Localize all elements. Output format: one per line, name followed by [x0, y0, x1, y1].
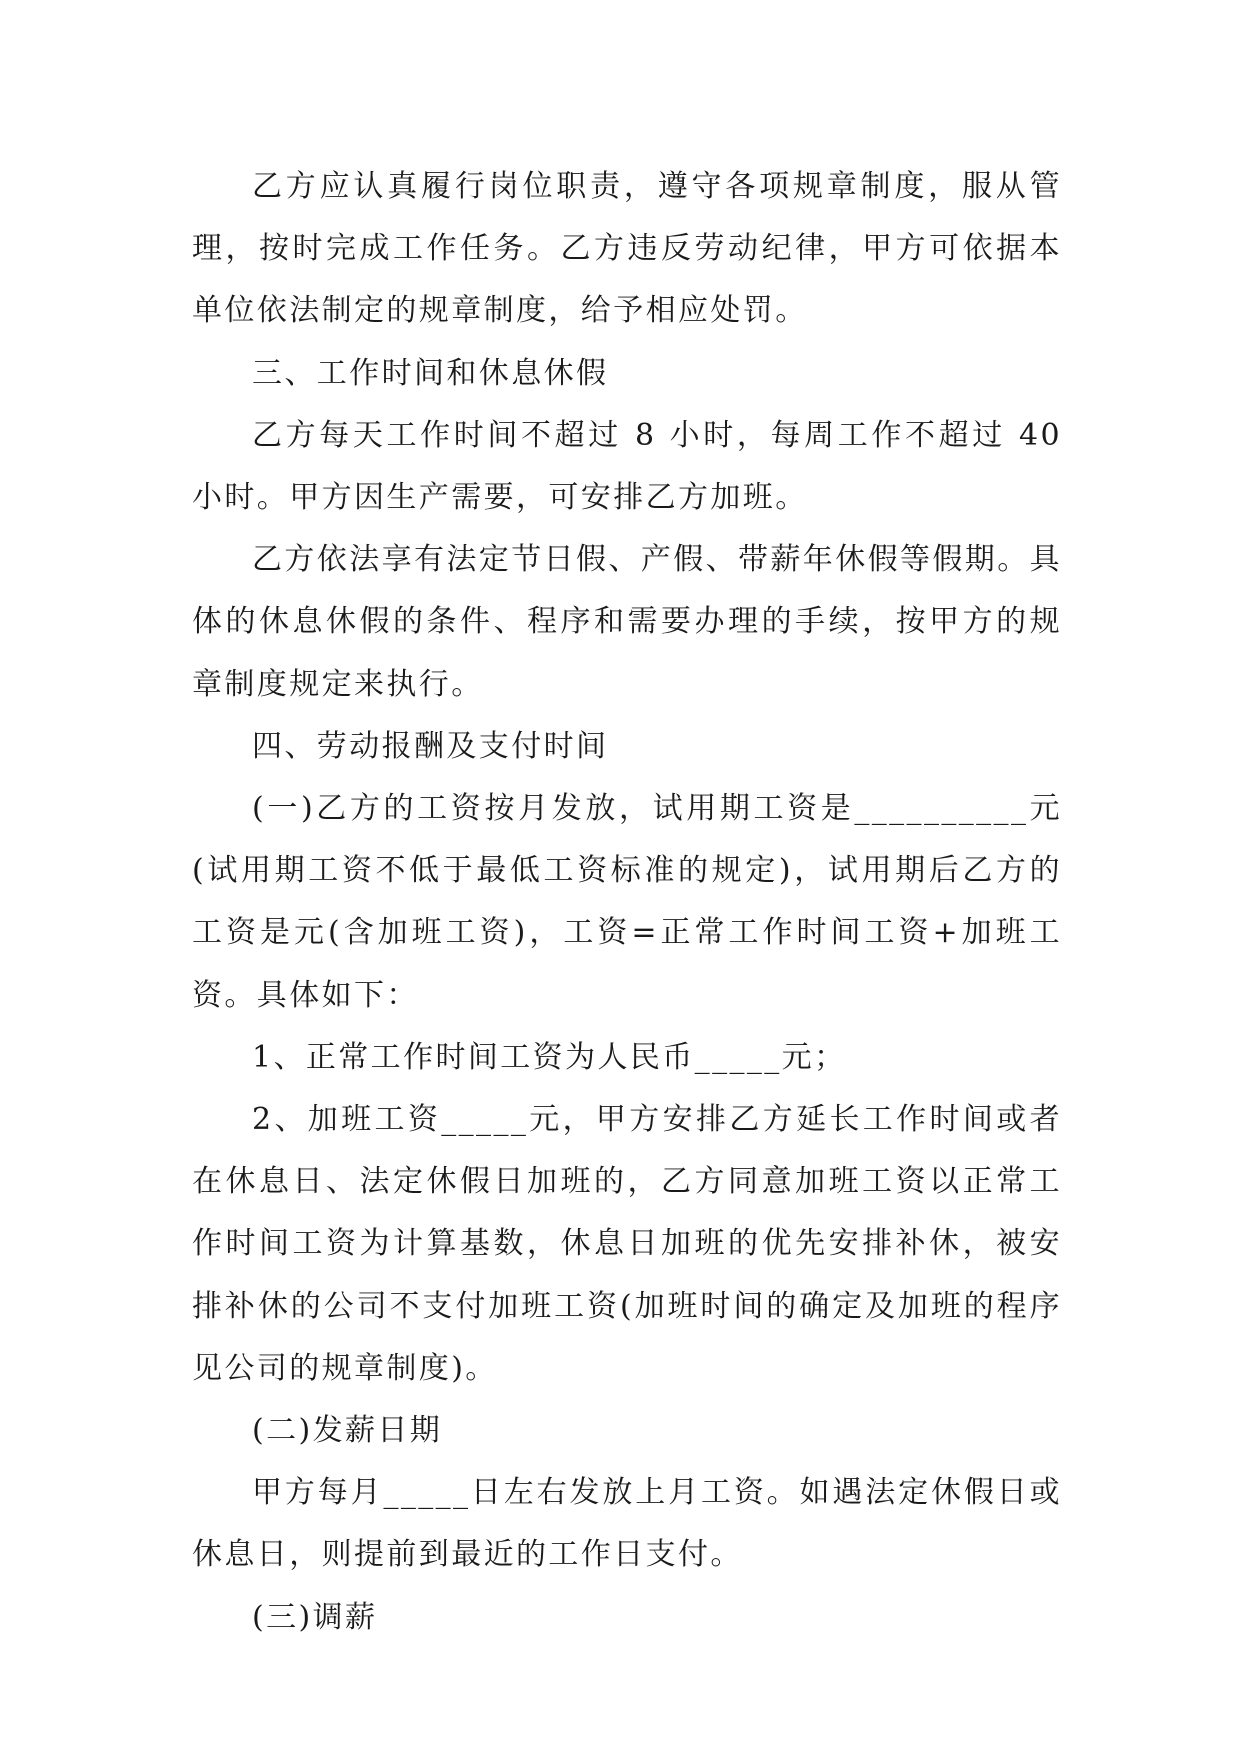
- heading-salary-adjustment: (三)调薪: [252, 1599, 378, 1635]
- paragraph-payday: 甲方每月_____日左右发放上月工资。如遇法定休假日或休息日，则提前到最近的工作日支付。: [192, 1475, 1062, 1573]
- paragraph-overtime-wage: 2、加班工资_____元，甲方安排乙方延长工作时间或者在休息日、法定休假日加班的，乙方同意加班工资以正常工作时间工资为计算基数，休息日加班的优先安排补休，被安排补休的公司不支付加班工资(加班时间的确定及加班的程序见公司的规章制度)。: [192, 1102, 1062, 1386]
- document-body: [192, 156, 1062, 1649]
- paragraph-daily-hours: 乙方每天工作时间不超过 8 小时，每周工作不超过 40 小时。甲方因生产需要，可安排乙方加班。: [192, 417, 1062, 516]
- paragraph-duties: 乙方应认真履行岗位职责，遵守各项规章制度，服从管理，按时完成工作任务。乙方违反劳动纪律，甲方可依据本单位依法制定的规章制度，给予相应处罚。: [192, 169, 1062, 329]
- paragraph-salary: (一)乙方的工资按月发放，试用期工资是__________元(试用期工资不低于最低工资标准的规定)，试用期后乙方的工资是元(含加班工资)，工资=正常工作时间工资+加班工资。具体如下：: [192, 791, 1062, 1013]
- heading-remuneration: 四、劳动报酬及支付时间: [252, 728, 609, 764]
- paragraph-normal-wage: 1、正常工作时间工资为人民币_____元；: [252, 1039, 847, 1075]
- heading-payday: (二)发薪日期: [252, 1413, 443, 1449]
- paragraph-holidays: 乙方依法享有法定节日假、产假、带薪年休假等假期。具体的休息休假的条件、程序和需要办理的手续，按甲方的规章制度规定来执行。: [192, 542, 1062, 702]
- heading-work-hours: 三、工作时间和休息休假: [252, 355, 609, 391]
